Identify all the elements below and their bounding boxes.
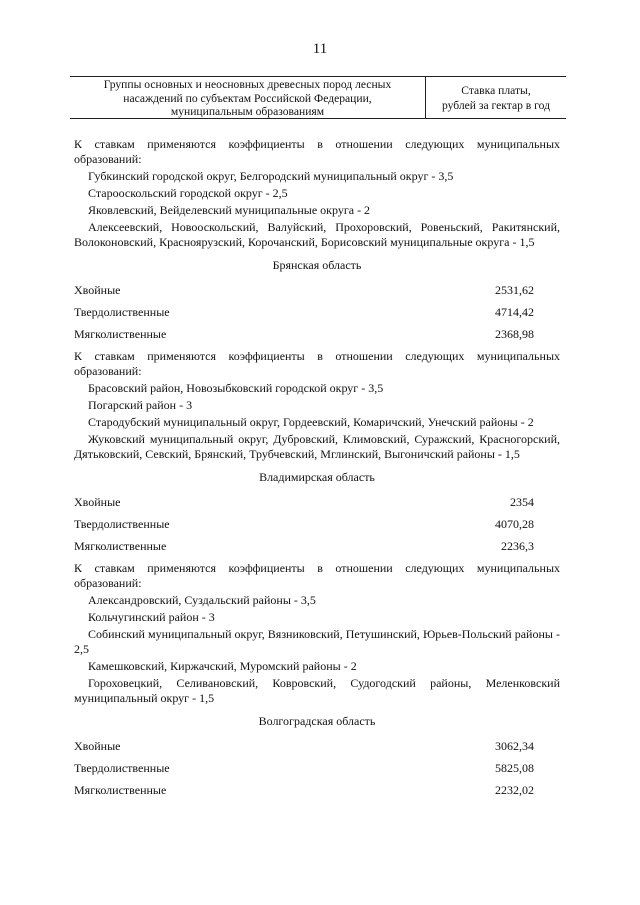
rate-row xyxy=(74,739,560,761)
coefficient-line: Погарский район - 3 xyxy=(88,398,193,412)
coefficients-intro: К ставкам применяются коэффициенты в отношении следующих муниципальных образований: xyxy=(74,561,560,590)
rate-species: Твердолиственные xyxy=(74,517,170,531)
page-number: 11 xyxy=(312,41,328,57)
coefficient-line: Губкинский городской округ, Белгородский муниципальный округ - 3,5 xyxy=(88,169,454,183)
coefficient-line: Брасовский район, Новозыбковский городской округ - 3,5 xyxy=(88,381,384,395)
coefficient-line: Старооскольский городской округ - 2,5 xyxy=(88,186,288,200)
rate-value: 4714,42 xyxy=(495,305,534,319)
coefficient-line: Стародубский муниципальный округ, Гордеевский, Комаричский, Унечский районы - 2 xyxy=(88,415,534,429)
rate-row xyxy=(74,495,560,517)
rate-species: Хвойные xyxy=(74,739,121,753)
coefficient-line: Кольчугинский район - 3 xyxy=(88,610,215,624)
rate-species: Хвойные xyxy=(74,283,121,297)
rate-value: 5825,08 xyxy=(495,761,534,775)
rate-species: Хвойные xyxy=(74,495,121,509)
coefficients-intro: К ставкам применяются коэффициенты в отношении следующих муниципальных образований: xyxy=(74,137,560,166)
coefficient-line: Жуковский муниципальный округ, Дубровский, Климовский, Суражский, Красногорский, Дятьковский, Севский, Брянский, Трубчевский, Мглинский, Выгоничский районы - 1,5 xyxy=(74,432,560,461)
rate-row xyxy=(74,761,560,783)
coefficients-block xyxy=(74,561,560,706)
rates-table-header xyxy=(70,76,566,119)
document-body xyxy=(74,137,560,805)
rate-species: Твердолиственные xyxy=(74,305,170,319)
region-title-vladimir: Владимирская область xyxy=(259,470,375,484)
rate-value: 2531,62 xyxy=(495,283,534,297)
rate-species: Мягколиственные xyxy=(74,783,167,797)
header-right-line: Ставка платы, xyxy=(461,84,531,97)
rate-species: Мягколиственные xyxy=(74,327,167,341)
coefficient-line: Александровский, Суздальский районы - 3,5 xyxy=(88,593,316,607)
coefficient-line: Гороховецкий, Селивановский, Ковровский, Судогодский районы, Меленковский муниципальный округ - 1,5 xyxy=(74,676,560,705)
rate-species: Твердолиственные xyxy=(74,761,170,775)
header-rate xyxy=(426,77,566,118)
region-title-volgograd: Волгоградская область xyxy=(258,714,376,728)
header-right-line: рублей за гектар в год xyxy=(441,99,551,112)
region-title-bryansk: Брянская область xyxy=(272,258,362,272)
coefficient-line: Собинский муниципальный округ, Вязниковский, Петушинский, Юрьев-Польский районы - 2,5 xyxy=(74,627,560,656)
rate-value: 2354 xyxy=(510,495,534,509)
rate-row xyxy=(74,283,560,305)
rate-value: 2236,3 xyxy=(501,539,534,553)
coefficient-line: Яковлевский, Вейделевский муниципальные округа - 2 xyxy=(88,203,371,217)
rate-row xyxy=(74,783,560,805)
coefficient-line: Камешковский, Киржачский, Муромский районы - 2 xyxy=(88,659,357,673)
header-left-line: насаждений по субъектам Российской Федерации, xyxy=(123,91,372,105)
rate-value: 2232,02 xyxy=(495,783,534,797)
rate-value: 2368,98 xyxy=(495,327,534,341)
rate-value: 3062,34 xyxy=(495,739,534,753)
header-species-groups xyxy=(70,77,426,118)
header-left-line: Группы основных и неосновных древесных пород лесных xyxy=(103,78,392,91)
rate-row xyxy=(74,517,560,539)
coefficients-block xyxy=(74,137,560,250)
rate-row xyxy=(74,305,560,327)
coefficients-block xyxy=(74,349,560,462)
coefficient-line: Алексеевский, Новооскольский, Валуйский, Прохоровский, Ровеньский, Ракитянский, Волоконовский, Красноярузский, Корочанский, Борисовский муниципальные округа - 1,5 xyxy=(74,220,560,249)
header-left-line: муниципальным образованиям xyxy=(170,105,325,118)
rate-row xyxy=(74,539,560,561)
coefficients-intro: К ставкам применяются коэффициенты в отношении следующих муниципальных образований: xyxy=(74,349,560,378)
rate-value: 4070,28 xyxy=(495,517,534,531)
rate-row xyxy=(74,327,560,349)
rate-species: Мягколиственные xyxy=(74,539,167,553)
